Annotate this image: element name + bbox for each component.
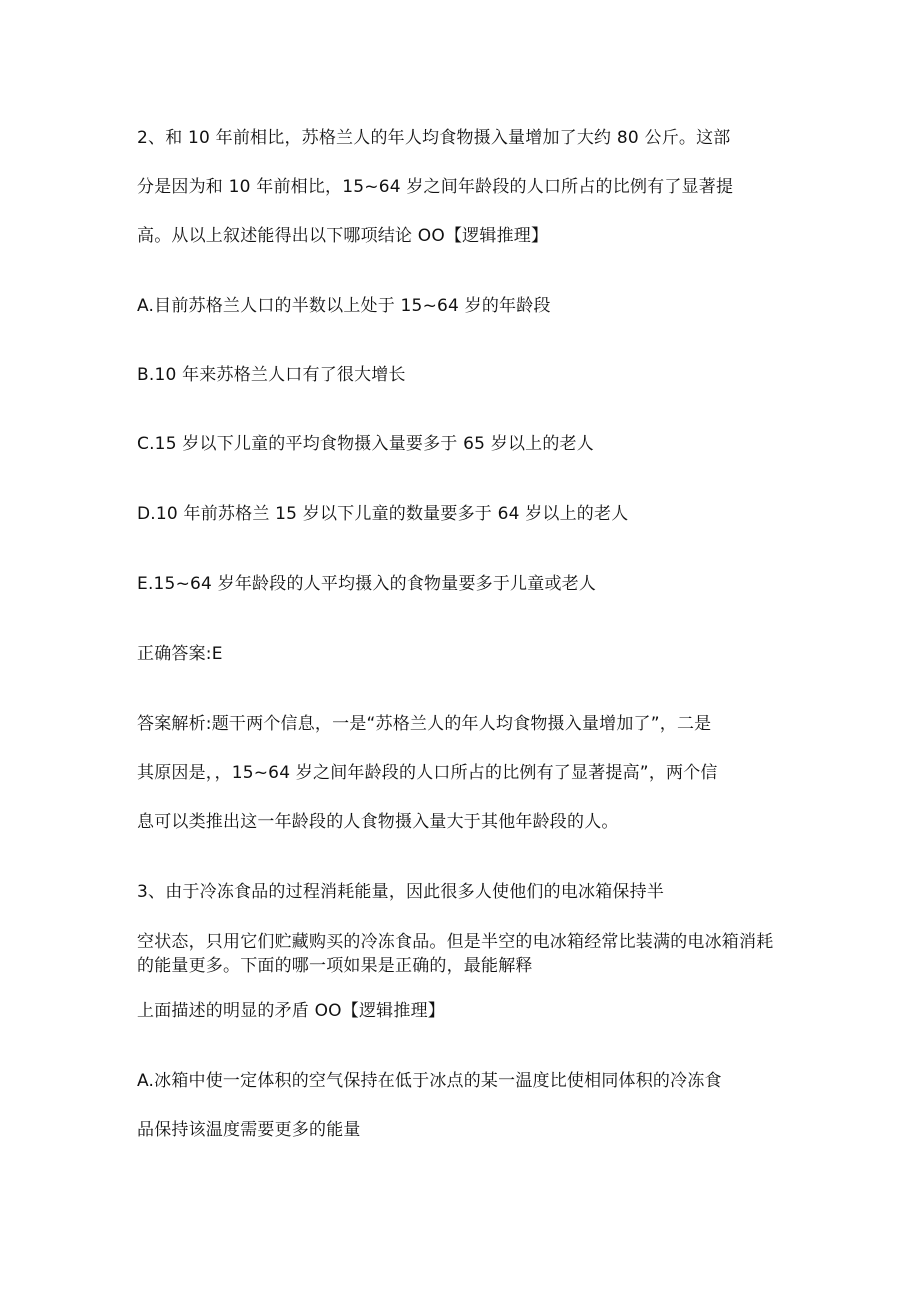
q2-stem-line-3: 高。从以上叙述能得出以下哪项结论 OO【逻辑推理】 [137, 226, 549, 246]
q3-stem-line-1: 3、由于冷冻食品的过程消耗能量，因此很多人使他们的电冰箱保持半 [137, 882, 665, 902]
q2-analysis-line-2: 其原因是，，15~64 岁之间年龄段的人口所占的比例有了显著提高”，两个信 [137, 763, 718, 783]
q2-option-b: B.10 年来苏格兰人口有了很大增长 [137, 365, 406, 385]
q3-option-a-line-2: 品保持该温度需要更多的能量 [137, 1120, 361, 1140]
q2-option-d: D.10 年前苏格兰 15 岁以下儿童的数量要多于 64 岁以上的老人 [137, 504, 629, 524]
q2-stem-line-1: 2、和 10 年前相比，苏格兰人的年人均食物摄入量增加了大约 80 公斤。这部 [137, 128, 731, 148]
q2-option-c: C.15 岁以下儿童的平均食物摄入量要多于 65 岁以上的老人 [137, 434, 594, 454]
q3-option-a-line-1: A.冰箱中使一定体积的空气保持在低于冰点的某一温度比使相同体积的冷冻食 [137, 1071, 722, 1091]
q2-option-e: E.15~64 岁年龄段的人平均摄入的食物量要多于儿童或老人 [137, 574, 597, 594]
q2-option-a: A.目前苏格兰人口的半数以上处于 15~64 岁的年龄段 [137, 296, 551, 316]
q3-stem-line-3: 上面描述的明显的矛盾 OO【逻辑推理】 [137, 1001, 445, 1021]
q2-correct-answer: 正确答案:E [137, 644, 223, 664]
q3-stem-line-2: 空状态，只用它们贮藏购买的冷冻食品。但是半空的电冰箱经常比装满的电冰箱消耗的能量更多。下面的哪一项如果是正确的，最能解释 [137, 932, 774, 976]
q2-analysis-line-1: 答案解析:题干两个信息，一是“苏格兰人的年人均食物摄入量增加了”，二是 [137, 714, 712, 734]
q2-stem-line-2: 分是因为和 10 年前相比，15~64 岁之间年龄段的人口所占的比例有了显著提 [137, 177, 734, 197]
q2-analysis-line-3: 息可以类推出这一年龄段的人食物摄入量大于其他年龄段的人。 [137, 812, 619, 832]
